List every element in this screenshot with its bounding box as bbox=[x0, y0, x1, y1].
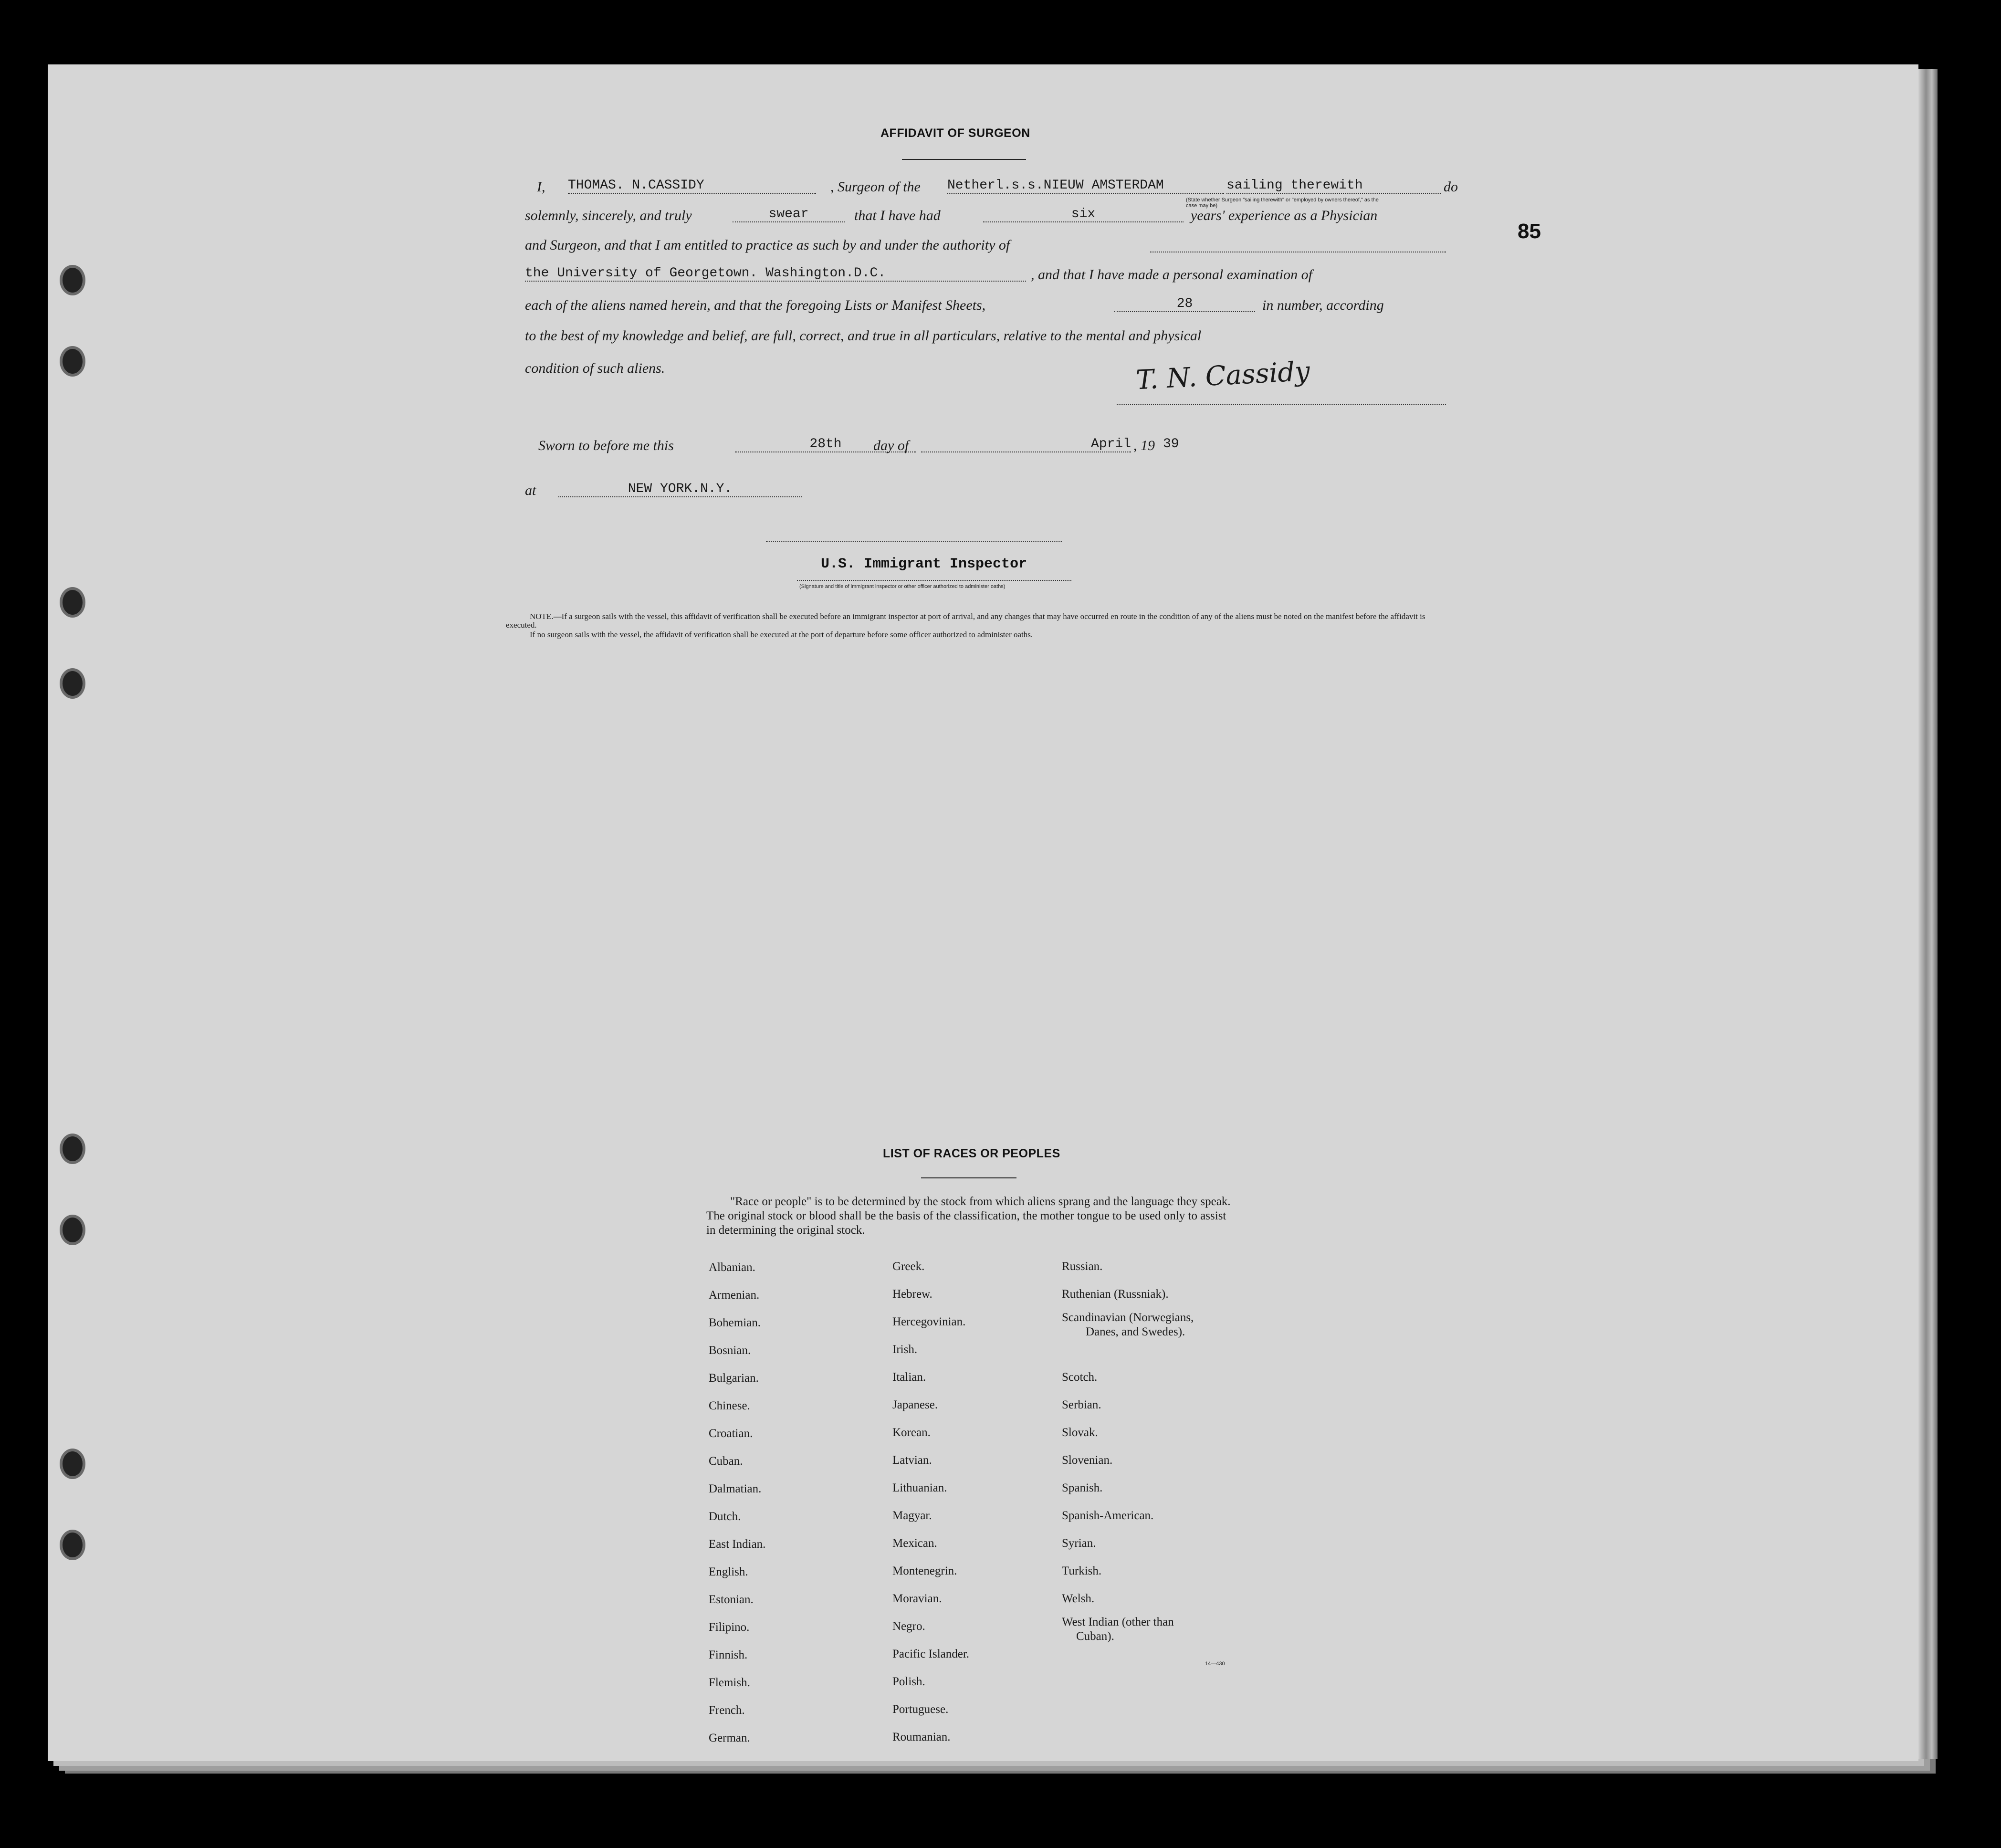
races-column-2 bbox=[892, 1253, 969, 1751]
race-item: Russian. bbox=[1062, 1260, 1103, 1273]
inspector-title-line bbox=[797, 580, 1071, 581]
signature-line bbox=[1117, 404, 1446, 405]
sworn-text: at bbox=[525, 483, 536, 498]
race-item: Bosnian. bbox=[709, 1344, 751, 1357]
race-item: Slovak. bbox=[1062, 1426, 1098, 1439]
race-item: Spanish. bbox=[1062, 1481, 1103, 1494]
race-item: Danes, and Swedes). bbox=[1086, 1325, 1185, 1338]
race-item: Flemish. bbox=[709, 1676, 750, 1689]
race-item: Dutch. bbox=[709, 1510, 741, 1523]
affidavit-text: in number, according bbox=[1262, 297, 1384, 313]
race-item: French. bbox=[709, 1704, 745, 1717]
race-item: Latvian. bbox=[892, 1454, 932, 1467]
race-item: West Indian (other than bbox=[1062, 1616, 1174, 1628]
affidavit-title: AFFIDAVIT OF SURGEON bbox=[880, 126, 1030, 140]
affidavit-text: to the best of my knowledge and belief, are full, correct, and true in all particulars, relative to the mental and physical bbox=[525, 328, 1202, 344]
note-paragraph: If no surgeon sails with the vessel, the affidavit of verification shall be executed at the port of departure before some officer authorized to administer oaths. bbox=[530, 630, 1033, 639]
sailing-hint: (State whether Surgeon "sailing therewith" or "employed by owners thereof," as the case may be) bbox=[1186, 197, 1379, 209]
race-item: Bulgarian. bbox=[709, 1372, 759, 1385]
affidavit-text: , Surgeon of the bbox=[830, 179, 921, 195]
race-item: Estonian. bbox=[709, 1593, 754, 1606]
inspector-title: U.S. Immigrant Inspector bbox=[821, 556, 1027, 572]
race-item: Scotch. bbox=[1062, 1371, 1098, 1384]
race-item: Spanish-American. bbox=[1062, 1509, 1154, 1522]
races-column-3 bbox=[1062, 1253, 1194, 1646]
sworn-year: 39 bbox=[1163, 437, 1179, 452]
race-item: Finnish. bbox=[709, 1648, 748, 1661]
race-item: Welsh. bbox=[1062, 1592, 1095, 1605]
binder-hole bbox=[60, 1134, 85, 1164]
binder-hole bbox=[60, 668, 85, 699]
binder-hole bbox=[60, 1215, 85, 1245]
note-paragraph: NOTE.—If a surgeon sails with the vessel, this affidavit of verification shall be executed before an immigrant inspector at port of arrival, and any changes that may have occurred en route in the condition of any of the aliens must be noted on the manifest before the affidavit is executed. bbox=[506, 612, 1425, 630]
race-item: Filipino. bbox=[709, 1621, 750, 1634]
race-item: Albanian. bbox=[709, 1261, 755, 1274]
sworn-text: day of bbox=[873, 438, 909, 453]
race-item: Croatian. bbox=[709, 1427, 753, 1440]
race-item: Cuban. bbox=[709, 1455, 743, 1468]
page-number: 85 bbox=[1518, 220, 1541, 243]
races-column-1 bbox=[709, 1254, 765, 1752]
page-edge-stack bbox=[1918, 69, 1938, 1759]
binder-hole bbox=[60, 346, 85, 377]
race-item: Armenian. bbox=[709, 1289, 760, 1302]
affidavit-text: solemnly, sincerely, and truly bbox=[525, 208, 692, 223]
race-item: Hebrew. bbox=[892, 1288, 932, 1301]
sheet-count: 28 bbox=[1114, 296, 1255, 312]
race-item: Hercegovinian. bbox=[892, 1315, 966, 1328]
affidavit-text: , and that I have made a personal examination of bbox=[1031, 267, 1312, 283]
affidavit-text: condition of such aliens. bbox=[525, 360, 665, 376]
race-item: Dalmatian. bbox=[709, 1482, 762, 1495]
sworn-text: , 19 bbox=[1133, 438, 1155, 453]
affidavit-text: each of the aliens named herein, and that the foregoing Lists or Manifest Sheets, bbox=[525, 297, 986, 313]
race-item: Korean. bbox=[892, 1426, 931, 1439]
race-item: English. bbox=[709, 1565, 748, 1578]
race-item: Japanese. bbox=[892, 1398, 938, 1411]
race-item: Magyar. bbox=[892, 1509, 932, 1522]
race-item: East Indian. bbox=[709, 1538, 766, 1551]
race-item: Chinese. bbox=[709, 1399, 750, 1412]
oath-word: swear bbox=[733, 207, 845, 222]
binder-hole bbox=[60, 1449, 85, 1479]
races-title-underline bbox=[921, 1177, 1016, 1178]
affidavit-text: and Surgeon, and that I am entitled to practice as such by and under the authority of bbox=[525, 237, 1010, 253]
sworn-month: April bbox=[921, 437, 1131, 452]
race-item: Syrian. bbox=[1062, 1537, 1096, 1550]
surgeon-signature: T. N. Cassidy bbox=[1135, 356, 1311, 396]
title-underline bbox=[902, 159, 1026, 160]
race-item: Roumanian. bbox=[892, 1731, 951, 1743]
race-item: Italian. bbox=[892, 1371, 926, 1384]
race-item: Turkish. bbox=[1062, 1564, 1102, 1577]
surgeon-name: THOMAS. N.CASSIDY bbox=[568, 178, 816, 194]
sworn-day: 28th bbox=[735, 437, 916, 452]
sworn-text: Sworn to before me this bbox=[538, 438, 674, 453]
affidavit-text: I, bbox=[537, 179, 545, 195]
document-sheet bbox=[48, 64, 1918, 1761]
races-intro: "Race or people" is to be determined by the stock from which aliens sprang and the language they speak. The original stock or blood shall be the basis of the classification, the mother tongue to be used only to assist in determining the original stock. bbox=[706, 1195, 1231, 1237]
affidavit-text: years' experience as a Physician bbox=[1191, 208, 1378, 223]
authority-field: the University of Georgetown. Washington.D.C. bbox=[525, 266, 1026, 282]
sailing-status: sailing therewith bbox=[1226, 178, 1441, 194]
races-title: LIST OF RACES OR PEOPLES bbox=[883, 1147, 1060, 1160]
race-item: Polish. bbox=[892, 1675, 925, 1688]
vessel-name: Netherl.s.s.NIEUW AMSTERDAM bbox=[947, 178, 1224, 194]
race-item: Cuban). bbox=[1076, 1630, 1114, 1643]
race-item: Negro. bbox=[892, 1620, 925, 1633]
race-item: Lithuanian. bbox=[892, 1481, 947, 1494]
race-item: Slovenian. bbox=[1062, 1454, 1113, 1467]
binder-hole bbox=[60, 1530, 85, 1560]
race-item: Bohemian. bbox=[709, 1316, 761, 1329]
race-item: Serbian. bbox=[1062, 1398, 1101, 1411]
race-item: Scandinavian (Norwegians, bbox=[1062, 1311, 1194, 1324]
race-item: Mexican. bbox=[892, 1537, 937, 1550]
affidavit-text: that I have had bbox=[854, 208, 941, 223]
race-item: Moravian. bbox=[892, 1592, 942, 1605]
affidavit-text: do bbox=[1444, 179, 1458, 195]
form-number: 14—430 bbox=[1205, 1661, 1225, 1667]
years-experience: six bbox=[983, 207, 1184, 222]
race-item: Portuguese. bbox=[892, 1703, 949, 1716]
race-item: Greek. bbox=[892, 1260, 925, 1273]
race-item: Pacific Islander. bbox=[892, 1648, 970, 1660]
inspector-signature-line bbox=[766, 541, 1062, 542]
binder-hole bbox=[60, 587, 85, 618]
race-item: German. bbox=[709, 1732, 750, 1744]
sworn-place: NEW YORK.N.Y. bbox=[558, 482, 802, 497]
inspector-caption: (Signature and title of immigrant inspector or other officer authorized to administer oaths) bbox=[799, 584, 1006, 589]
race-item: Ruthenian (Russniak). bbox=[1062, 1288, 1169, 1301]
race-item: Montenegrin. bbox=[892, 1564, 957, 1577]
race-item: Irish. bbox=[892, 1343, 918, 1356]
binder-hole bbox=[60, 265, 85, 295]
